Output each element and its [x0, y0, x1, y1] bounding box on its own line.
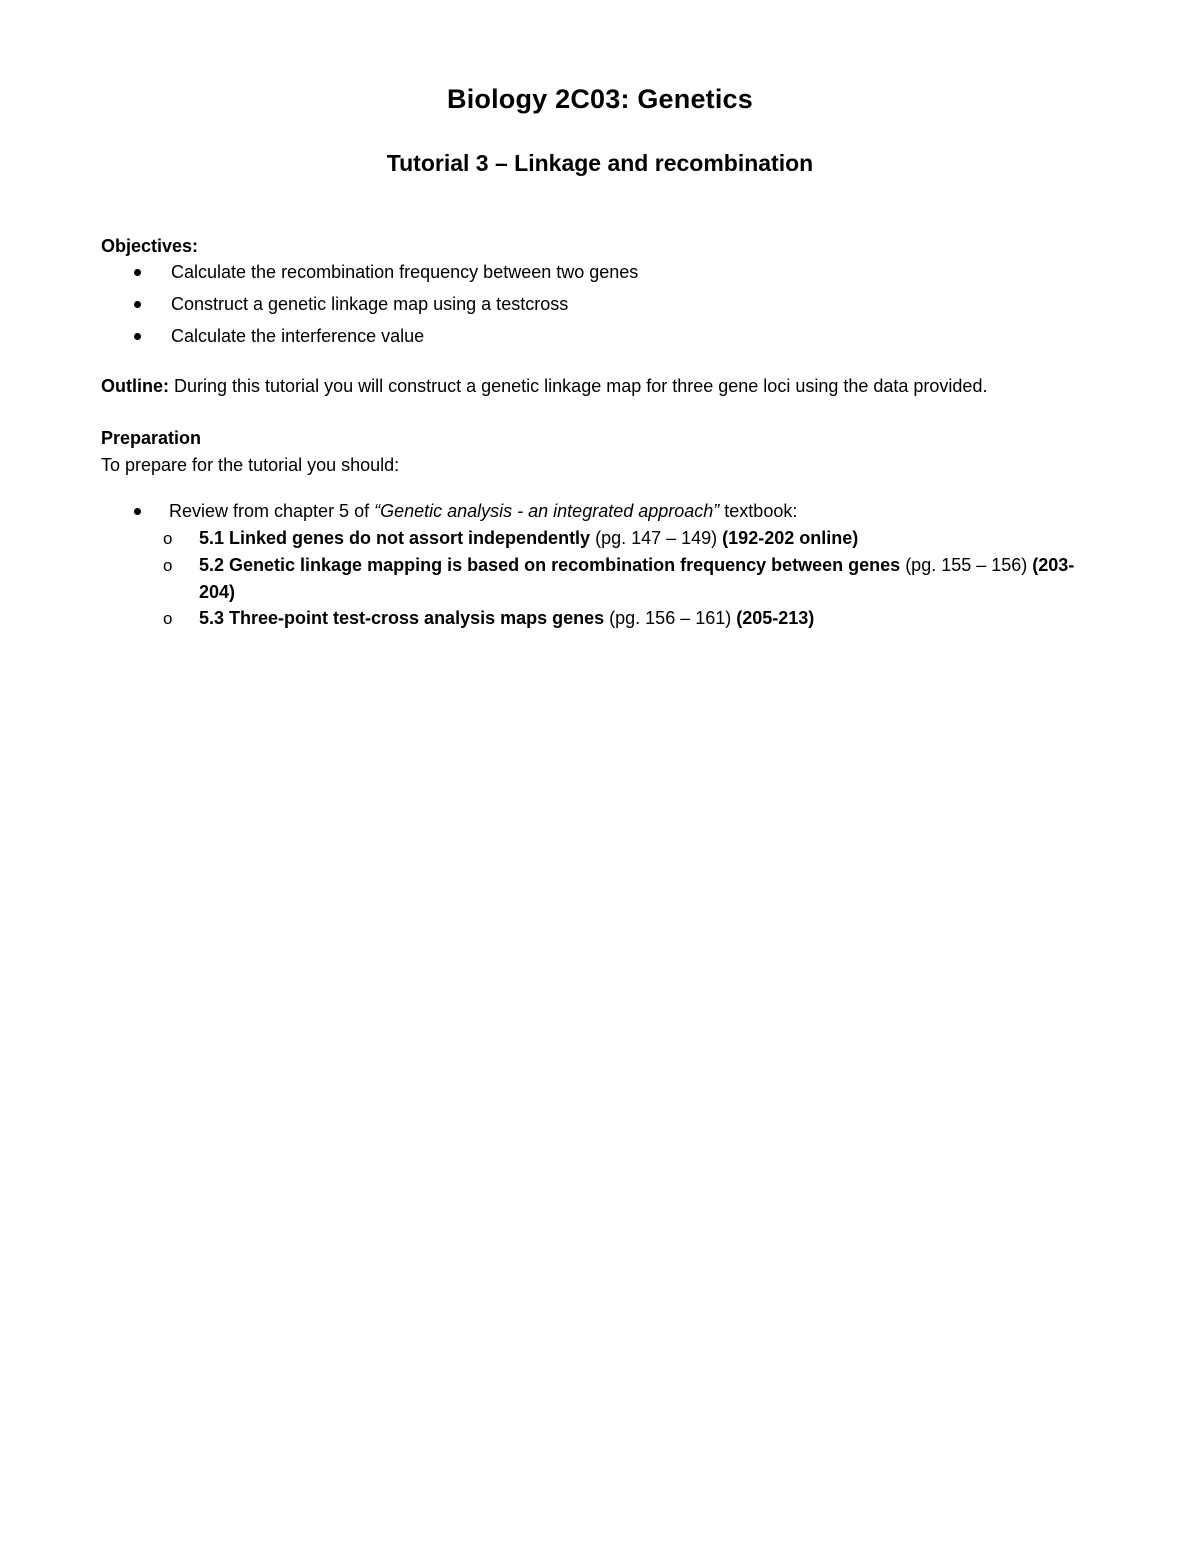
section-pages: (pg. 147 – 149) — [590, 528, 723, 548]
section-pages: (pg. 155 – 156) — [900, 555, 1033, 575]
outline-paragraph — [101, 373, 987, 399]
review-suffix: textbook: — [719, 501, 798, 521]
preparation-intro: To prepare for the tutorial you should: — [101, 455, 400, 475]
bullet-icon — [134, 301, 141, 308]
section-title: 5.1 Linked genes do not assort independently — [199, 528, 591, 548]
bullet-icon — [134, 333, 141, 340]
section-title: 5.2 Genetic linkage mapping is based on recombination frequency between genes — [199, 555, 901, 575]
review-item — [0, 498, 1200, 524]
preparation-heading: Preparation — [101, 428, 202, 448]
circle-bullet-icon: o — [163, 609, 173, 628]
section-title: 5.3 Three-point test-cross analysis maps genes — [199, 608, 605, 628]
book-title: “Genetic analysis - an integrated approach” — [374, 501, 720, 521]
outline-label: Outline: — [101, 376, 169, 396]
document-title: Biology 2C03: Genetics — [447, 84, 753, 114]
section-pages: (pg. 156 – 161) — [604, 608, 737, 628]
objectives-heading: Objectives: — [101, 236, 199, 256]
circle-bullet-icon: o — [163, 556, 173, 575]
bullet-icon — [134, 508, 141, 515]
outline-text: During this tutorial you will construct a genetic linkage map for three gene loci using the data provided. — [169, 376, 988, 396]
bullet-icon — [134, 269, 141, 276]
section-online-pages: (192-202 online) — [722, 528, 859, 548]
document-subtitle: Tutorial 3 – Linkage and recombination — [386, 150, 814, 176]
document-page: Biology 2C03: Genetics Tutorial 3 – Linkage and recombination Objectives: Calculate the recombination frequency between two genes Construct a genetic linkage map using a testcross Calculate the interference value Outline: During this tutorial you will construct a genetic linkage map for three gene loci using the data provided. Preparation To prepare for the tutorial you should: Review from chapter 5 of “Genetic analysis - an integrated approach” textbook: o 5.1 Linked genes do not assort independently (pg. 147 – 149) (192-202 online) o 5.2 Genetic linkage mapping is based on recombination frequency between genes (pg. 155 – 156) (203-204) o 5.3 Three-point test-cross analysis maps genes (pg. 156 – 161) (205-213) — [0, 0, 1200, 1553]
review-prefix: Review from chapter 5 of — [169, 501, 375, 521]
section-online-pages: (203-204) — [199, 555, 1075, 602]
section-online-pages: (205-213) — [736, 608, 815, 628]
circle-bullet-icon: o — [163, 529, 173, 548]
